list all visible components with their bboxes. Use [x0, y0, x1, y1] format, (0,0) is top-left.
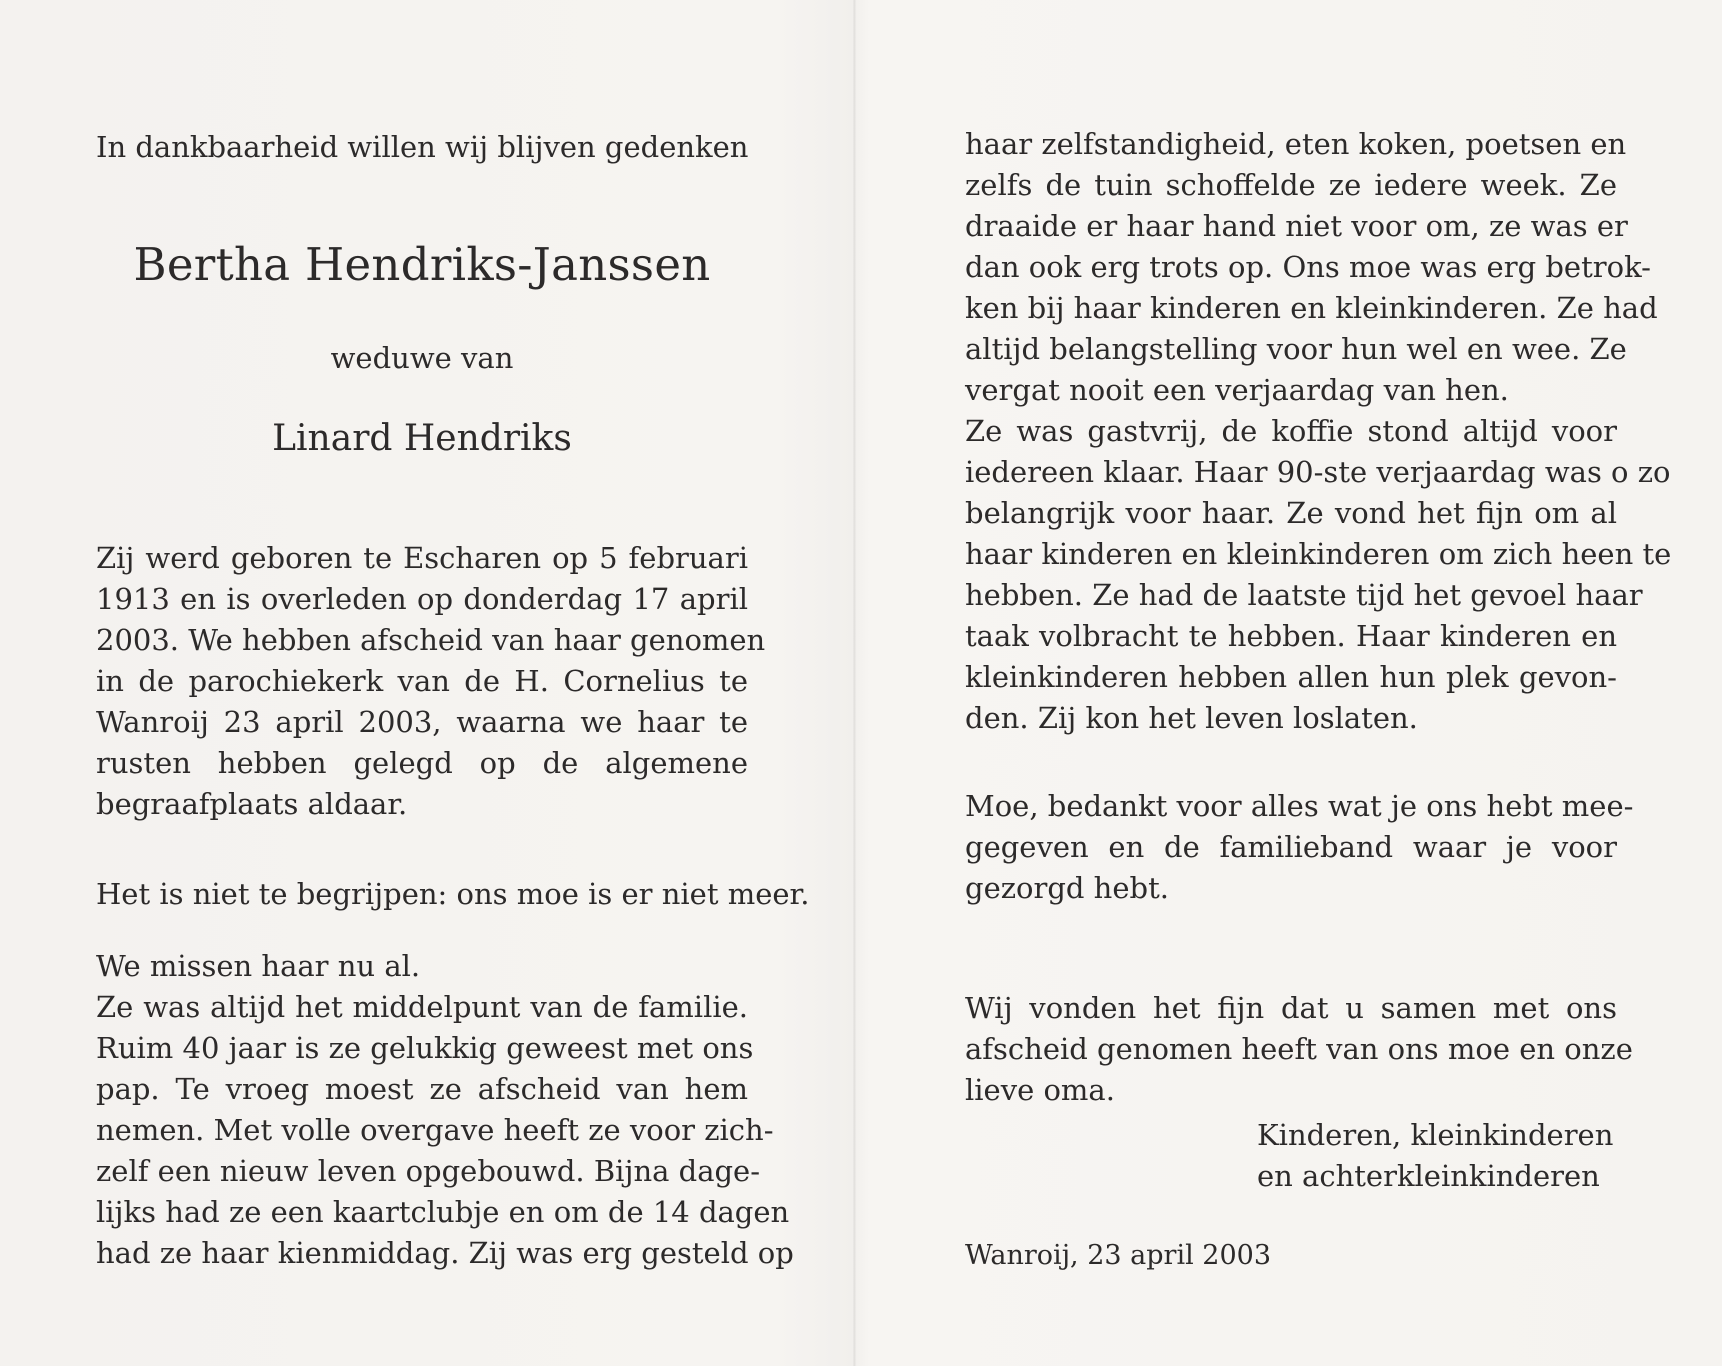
body-line: dan ook erg trots op. Ons moe was erg betrok-	[965, 250, 1651, 284]
signature-line: Kinderen, kleinkinderen	[1257, 1118, 1614, 1152]
body-line: zelfs de tuin schoffelde ze iedere week. Ze	[965, 168, 1617, 202]
deceased-name: Bertha Hendriks-Janssen	[133, 238, 711, 291]
missing-line: zelf een nieuw leven opgebouwd. Bijna dage-	[96, 1154, 761, 1188]
heading: In dankbaarheid willen wij blijven gedenken	[96, 130, 749, 164]
body-line: kleinkinderen hebben allen hun plek gevon-	[965, 660, 1617, 694]
missing-line: Ze was altijd het middelpunt van de familie.	[96, 990, 748, 1024]
body-line: haar kinderen en kleinkinderen om zich heen te	[965, 537, 1672, 571]
card-fold	[853, 0, 856, 1366]
bio-line: in de parochiekerk van de H. Cornelius te	[96, 664, 748, 698]
closing-line: afscheid genomen heeft van ons moe en onze	[965, 1032, 1633, 1066]
quote-line: Het is niet te begrijpen: ons moe is er niet meer.	[96, 877, 810, 911]
bio-line: begraafplaats aldaar.	[96, 787, 408, 821]
left-panel	[96, 0, 810, 1366]
body-line: belangrijk voor haar. Ze vond het fijn om al	[965, 496, 1617, 530]
body-line: den. Zij kon het leven loslaten.	[965, 701, 1418, 735]
bio-line: 2003. We hebben afscheid van haar genomen	[96, 623, 766, 657]
place-date: Wanroij, 23 april 2003	[965, 1240, 1272, 1271]
relation-text: weduwe van	[330, 341, 514, 375]
thanks-line: gegeven en de familieband waar je voor	[965, 830, 1617, 864]
bio-line: 1913 en is overleden op donderdag 17 april	[96, 582, 748, 616]
body-line: vergat nooit een verjaardag van hen.	[965, 373, 1509, 407]
body-line: hebben. Ze had de laatste tijd het gevoel haar	[965, 578, 1643, 612]
body-line: haar zelfstandigheid, eten koken, poetsen en	[965, 127, 1627, 161]
bio-line: rusten hebben gelegd op de algemene	[96, 746, 748, 780]
signature-line: en achterkleinkinderen	[1257, 1159, 1600, 1193]
missing-line: lijks had ze een kaartclubje en om de 14 dagen	[96, 1195, 790, 1229]
body-line: taak volbracht te hebben. Haar kinderen en	[965, 619, 1617, 653]
thanks-line: gezorgd hebt.	[965, 871, 1169, 905]
spouse-name: Linard Hendriks	[272, 418, 572, 459]
body-line: draaide er haar hand niet voor om, ze was er	[965, 209, 1628, 243]
missing-line: pap. Te vroeg moest ze afscheid van hem	[96, 1072, 748, 1106]
body-line: ken bij haar kinderen en kleinkinderen. Ze had	[965, 291, 1658, 325]
missing-line: nemen. Met volle overgave heeft ze voor zich-	[96, 1113, 774, 1147]
right-panel	[965, 0, 1672, 1366]
closing-line: Wij vonden het fijn dat u samen met ons	[965, 991, 1617, 1025]
bio-line: Zij werd geboren te Escharen op 5 februari	[96, 541, 748, 575]
body-line: altijd belangstelling voor hun wel en wee. Ze	[965, 332, 1627, 366]
body-line: iedereen klaar. Haar 90-ste verjaardag was o zo	[965, 455, 1671, 489]
missing-line: We missen haar nu al.	[96, 949, 421, 983]
body-line: Ze was gastvrij, de koffie stond altijd voor	[965, 414, 1617, 448]
missing-line: had ze haar kienmiddag. Zij was erg gesteld op	[96, 1236, 794, 1270]
bio-line: Wanroij 23 april 2003, waarna we haar te	[96, 705, 748, 739]
missing-line: Ruim 40 jaar is ze gelukkig geweest met ons	[96, 1031, 754, 1065]
closing-line: lieve oma.	[965, 1073, 1115, 1107]
thanks-line: Moe, bedankt voor alles wat je ons hebt mee-	[965, 789, 1634, 823]
